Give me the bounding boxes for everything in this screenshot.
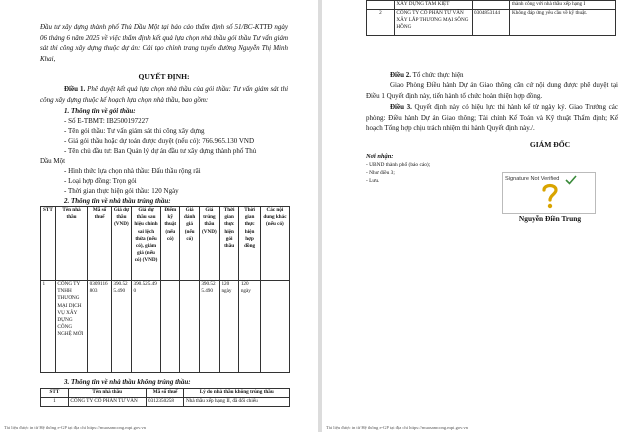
table-cell: 0309116803 (88, 281, 112, 373)
signature-question-icon (539, 181, 561, 211)
table-cell (260, 281, 289, 373)
table-row (367, 1, 616, 10)
section-3-title: 3. Thông tin về nhà thầu không trúng thầu: (64, 378, 191, 386)
table-cell: CÔNG TY TNHH THƯƠNG MẠI DỊCH VỤ XÂY DỰNG CÔNG NGHỆ MỚI (55, 281, 87, 373)
table-header: Các nội dung khác (nếu có) (260, 207, 289, 281)
check-icon (565, 175, 577, 185)
table-cell: CÔNG TY CỔ PHẦN TƯ VẤN (68, 398, 146, 407)
table-cell: 390.525.490 (131, 281, 160, 373)
article-3 (366, 102, 618, 134)
table-header: Thời gian thực hiện gói thầu (219, 207, 238, 281)
table-header-row (41, 389, 290, 398)
winning-bidder-table (40, 206, 290, 373)
table-cell: 390.525.490 (111, 281, 131, 373)
table-header: Lý do nhà thầu không trúng thầu (184, 389, 290, 398)
section-1-title: 1. Thông tin về gói thầu: (64, 107, 136, 115)
table-cell: 2 (367, 10, 395, 36)
losing-bidder-table-continued (366, 0, 616, 36)
table-header: Giá trúng thầu (VND) (199, 207, 219, 281)
table-header: STT (41, 207, 56, 281)
signer-name: Nguyễn Điền Trung (518, 214, 582, 223)
table-cell: 1 (41, 398, 69, 407)
table-cell: CÔNG TY CỔ PHẦN TƯ VẤN XÂY LẮP THƯƠNG MẠI SÔNG HỒNG (394, 10, 472, 36)
table-cell: Không đáp ứng yêu cầu về kỹ thuật. (510, 10, 616, 36)
package-item: - Số E-TBMT: IB2500197227 (64, 117, 149, 125)
table-cell: Nhà thầu xếp hạng II, đã đối chiếu (184, 398, 290, 407)
losing-bidder-table (40, 388, 290, 407)
table-header: Tên nhà thầu (68, 389, 146, 398)
recipients-title: Nơi nhận: (366, 153, 394, 160)
package-item: - Loại hợp đồng: Trọn gói (64, 177, 137, 185)
table-row (41, 281, 290, 373)
table-header-row (41, 207, 290, 281)
table-header: Giá dự thầu (VND) (111, 207, 131, 281)
article-1-text: Phê duyệt kết quả lựa chọn nhà thầu của gói thầu: Tư vấn giám sát thi công xây dựng thuộc kế hoạch lựa chọn nhà thầu, bao gồm: (40, 85, 289, 104)
article-2-title: Tổ chức thực hiện (412, 71, 464, 79)
table-header: Giá dự thầu sau hiệu chỉnh sai lệch thừa (nếu có), giảm giá (nếu có) (VND) (131, 207, 160, 281)
document-page-left (0, 0, 318, 432)
table-cell (367, 1, 395, 10)
page-footer: Tài liệu được in từ Hệ thống e-GP tại địa chỉ https://muasamcong.mpi.gov.vn (326, 425, 468, 430)
article-2-label: Điều 2. (390, 71, 411, 79)
article-2-heading (390, 70, 464, 80)
table-cell: 1 (41, 281, 56, 373)
table-cell (472, 1, 510, 10)
table-cell: 0312350258 (146, 398, 184, 407)
table-header: Giá đánh giá (nếu có) (180, 207, 199, 281)
signature-status: Signature Not Verified (505, 176, 560, 182)
recipient-item: - UBND thành phố (báo cáo); (366, 162, 431, 168)
package-item: - Tên chủ đầu tư: Ban Quản lý dự án đầu tư xây dựng thành phố Thủ (64, 147, 257, 155)
document-page-right (322, 0, 640, 432)
package-item: - Hình thức lựa chọn nhà thầu: Đấu thầu rộng rãi (64, 167, 201, 175)
table-row (41, 398, 290, 407)
table-cell: 120 ngày (239, 281, 261, 373)
table-header: Điểm kỹ thuật (nếu có) (161, 207, 180, 281)
table-cell: 390.525.490 (199, 281, 219, 373)
table-header: Mã số thuế (88, 207, 112, 281)
recipient-item: - Như điều 3; (366, 170, 395, 176)
recipient-item: - Lưu. (366, 178, 380, 184)
table-cell: thành công với nhà thầu xếp hạng I (510, 1, 616, 10)
page-footer: Tài liệu được in từ Hệ thống e-GP tại địa chỉ https://muasamcong.mpi.gov.vn (4, 425, 146, 430)
article-3-label: Điều 3. (390, 103, 412, 111)
decision-title: QUYẾT ĐỊNH: (138, 72, 190, 81)
table-header: Thời gian thực hiện hợp đồng (239, 207, 261, 281)
package-item: - Thời gian thực hiện gói thầu: 120 Ngày (64, 187, 179, 195)
table-cell (161, 281, 180, 373)
table-cell: 120 ngày (219, 281, 238, 373)
digital-signature-box (502, 172, 596, 214)
table-cell (180, 281, 199, 373)
table-cell: XÂY DỰNG TAM KIỆT (394, 1, 472, 10)
table-header: Tên nhà thầu (55, 207, 87, 281)
signer-title: GIÁM ĐỐC (529, 140, 571, 149)
package-item: - Giá gói thầu hoặc dự toán được duyệt (nếu có): 766.965.130 VND (64, 137, 255, 145)
package-item: Dầu Một (40, 157, 66, 165)
table-header: STT (41, 389, 69, 398)
article-1-label: Điều 1. (64, 85, 86, 93)
intro-paragraph: Đầu tư xây dựng thành phố Thủ Dầu Một tại báo cáo thẩm định số 51/BC-KTTĐ ngày 06 tháng 6 năm 2025 về việc thẩm định kết quả lựa chọn nhà thầu gói thầu Tư vấn giám sát thi công xây dựng thuộc dự án: Cải tạo chỉnh trang tuyến đường Nguyễn Thị Minh Khai, (40, 23, 288, 63)
section-2-title: 2. Thông tin về nhà thầu trúng thầu: (64, 197, 171, 205)
table-row (367, 10, 616, 36)
table-cell: 0304853144 (472, 10, 510, 36)
table-header: Mã số thuế (146, 389, 184, 398)
article-1 (40, 84, 288, 105)
package-item: - Tên gói thầu: Tư vấn giám sát thi công xây dựng (64, 127, 205, 135)
article-3-text: Quyết định này có hiệu lực thi hành kể từ ngày ký. Giao Trưởng các phòng: Điều hành Dự án Giao thông; Tài chính Kế Toán và Kỹ thuật Thẩm định; Kế hoạch Tổng hợp chịu trách nhiệm thi hành Quyết định này./. (366, 103, 618, 132)
article-2-text: Giao Phòng Điều hành Dự án Giao thông căn cứ nội dung được phê duyệt tại Điều 1 Quyết định này, tiến hành tổ chức hoàn thiện hợp đồng. (366, 81, 618, 100)
